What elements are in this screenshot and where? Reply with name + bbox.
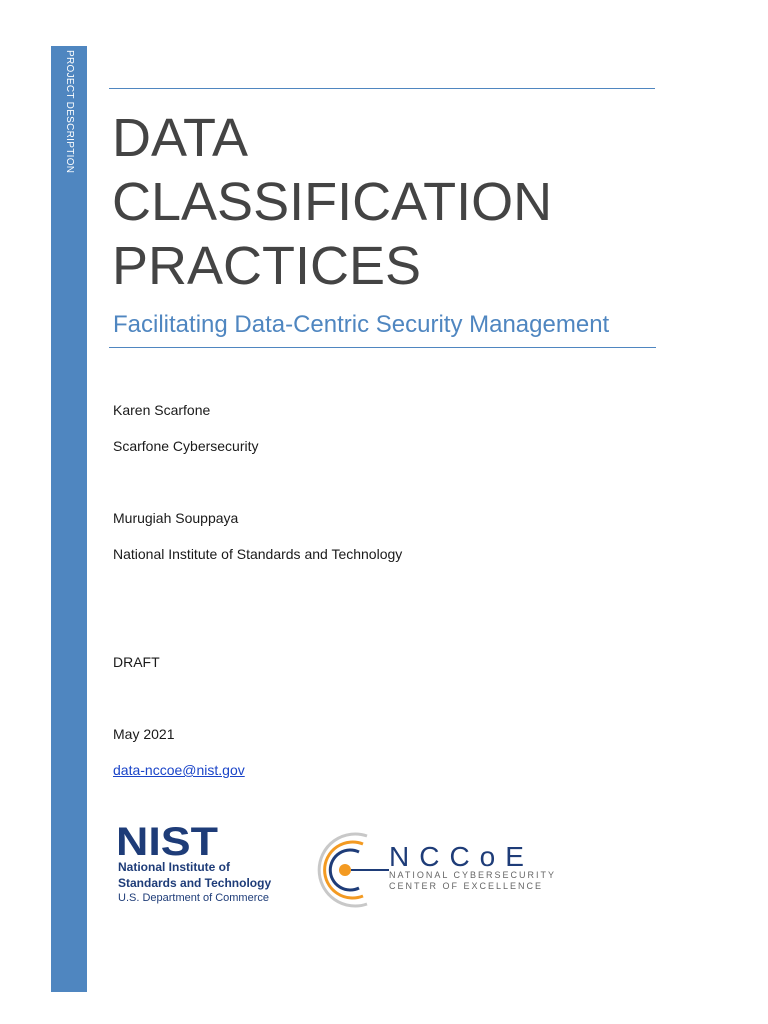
title-line-2: CLASSIFICATION	[112, 172, 553, 232]
nccoe-line-2: CENTER OF EXCELLENCE	[389, 881, 544, 891]
nist-line-1: National Institute of	[118, 860, 230, 874]
status-label: DRAFT	[113, 654, 160, 670]
nist-logo	[116, 824, 296, 908]
subtitle-rule	[109, 347, 656, 348]
title-top-rule	[109, 88, 655, 89]
nist-wordmark	[116, 824, 220, 858]
nccoe-line-1: NATIONAL CYBERSECURITY	[389, 870, 557, 880]
nist-line-3: U.S. Department of Commerce	[118, 892, 269, 904]
author-1-org: Scarfone Cybersecurity	[113, 438, 259, 454]
nist-wordmark-text: NIST	[116, 824, 218, 858]
contact-email-link[interactable]: data-nccoe@nist.gov	[113, 762, 245, 778]
side-label-text: PROJECT DESCRIPTION	[64, 50, 75, 174]
title-line-3: PRACTICES	[112, 236, 422, 296]
nccoe-logo	[305, 824, 567, 916]
side-label	[51, 50, 87, 190]
subtitle: Facilitating Data-Centric Security Management	[113, 311, 610, 338]
publication-date: May 2021	[113, 726, 175, 742]
title-line-1: DATA	[112, 108, 249, 168]
author-1-name: Karen Scarfone	[113, 402, 211, 418]
nist-line-2: Standards and Technology	[118, 876, 272, 890]
author-2-name: Murugiah Souppaya	[113, 510, 239, 526]
author-2-org: National Institute of Standards and Technology	[113, 546, 403, 562]
nccoe-wordmark-text: NCCoE	[389, 841, 534, 872]
page-title	[112, 106, 552, 298]
